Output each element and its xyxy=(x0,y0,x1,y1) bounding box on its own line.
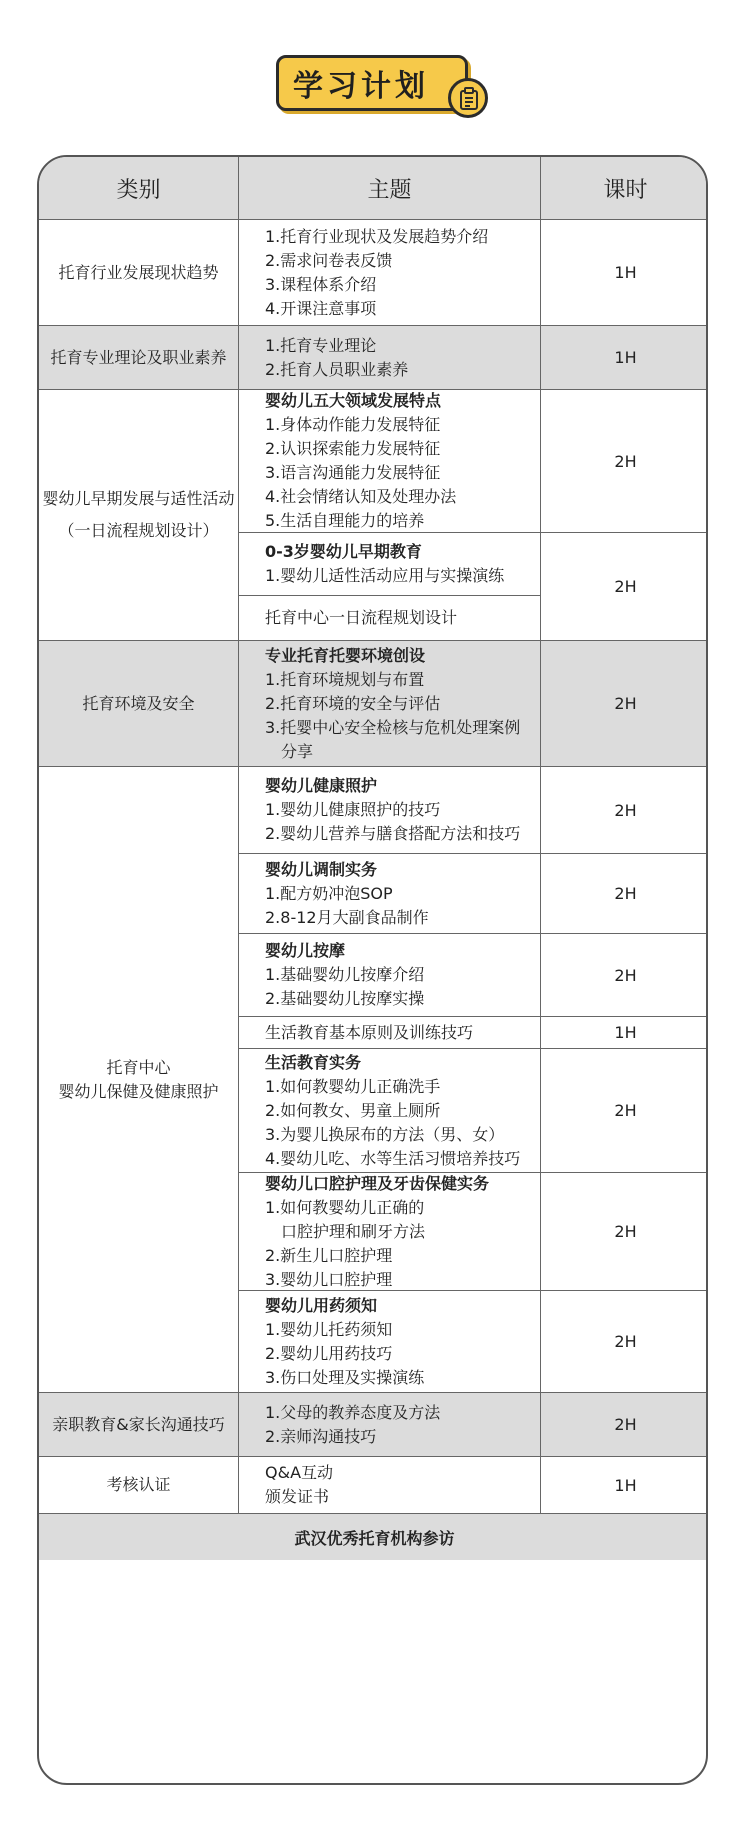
hours-cell: 1H xyxy=(541,1017,708,1049)
topic-line: 1.如何教婴幼儿正确洗手 xyxy=(265,1076,441,1096)
topic-line: 4.开课注意事项 xyxy=(265,298,377,318)
category-text: 托育中心 xyxy=(106,1057,171,1077)
topic-cell xyxy=(239,326,541,390)
topic-line: 口腔护理和刷牙方法 xyxy=(281,1221,426,1241)
category-text: 婴幼儿早期发展与适性活动 xyxy=(42,489,235,508)
topic-line: 1.父母的教养态度及方法 xyxy=(265,1402,441,1422)
topic-line: 2.基础婴幼儿按摩实操 xyxy=(265,989,425,1008)
topic-cell xyxy=(239,1457,541,1514)
topic-line: 托育中心一日流程规划设计 xyxy=(265,608,458,627)
topic-cell xyxy=(239,641,541,767)
topic-line: 2.托育环境的安全与评估 xyxy=(265,693,441,713)
topic-title: 婴幼儿健康照护 xyxy=(265,776,378,795)
row-category xyxy=(39,1457,239,1514)
hours-cell: 2H xyxy=(541,934,708,1017)
hours-cell: 2H xyxy=(541,1173,708,1291)
topic-line: 3.语言沟通能力发展特征 xyxy=(265,463,441,482)
topic-title: 0-3岁婴幼儿早期教育 xyxy=(265,542,422,561)
topic-cell xyxy=(239,1291,541,1393)
topic-line: 2.如何教女、男童上厕所 xyxy=(265,1100,441,1120)
topic-cell xyxy=(239,596,541,641)
hours-cell: 2H xyxy=(541,641,708,767)
row-category xyxy=(39,767,239,1393)
topic-cell xyxy=(239,1393,541,1457)
row-category xyxy=(39,390,239,641)
topic-line: 1.托育专业理论 xyxy=(265,335,377,355)
row-category xyxy=(39,326,239,390)
topic-line: 分享 xyxy=(281,741,314,761)
topic-cell xyxy=(239,220,541,326)
topic-line: Q&A互动 xyxy=(265,1463,334,1482)
header-hours: 课时 xyxy=(541,157,708,220)
schedule-table xyxy=(37,155,708,1785)
hours-cell: 2H xyxy=(541,1393,708,1457)
topic-line: 2.婴幼儿用药技巧 xyxy=(265,1343,393,1363)
topic-title: 婴幼儿按摩 xyxy=(265,941,346,960)
topic-line: 1.婴幼儿适性活动应用与实操演练 xyxy=(265,566,505,585)
topic-line: 1.托育环境规划与布置 xyxy=(265,669,425,689)
category-text: 考核认证 xyxy=(106,1475,171,1494)
topic-cell xyxy=(239,1017,541,1049)
topic-cell xyxy=(239,390,541,533)
topic-line: 1.如何教婴幼儿正确的 xyxy=(265,1197,425,1217)
topic-title: 婴幼儿五大领域发展特点 xyxy=(265,391,442,410)
hours-cell: 2H xyxy=(541,767,708,854)
hours-cell: 1H xyxy=(541,220,708,326)
topic-line: 1.婴幼儿托药须知 xyxy=(265,1319,393,1339)
topic-cell xyxy=(239,533,541,596)
topic-line: 2.8-12月大副食品制作 xyxy=(265,907,429,927)
category-text: 托育行业发展现状趋势 xyxy=(58,262,219,282)
topic-title: 专业托育托婴环境创设 xyxy=(265,645,426,665)
topic-line: 2.托育人员职业素养 xyxy=(265,359,409,379)
topic-line: 1.配方奶冲泡SOP xyxy=(265,883,393,903)
title-badge xyxy=(276,55,468,111)
topic-line: 1.婴幼儿健康照护的技巧 xyxy=(265,800,441,819)
topic-title: 婴幼儿调制实务 xyxy=(265,859,378,879)
topic-line: 2.婴幼儿营养与膳食搭配方法和技巧 xyxy=(265,824,521,843)
topic-line: 颁发证书 xyxy=(265,1487,330,1506)
topic-cell xyxy=(239,854,541,934)
topic-line: 2.认识探索能力发展特征 xyxy=(265,439,441,458)
title-area xyxy=(0,0,750,130)
page-title: 学习计划 xyxy=(293,69,429,104)
topic-line: 2.亲师沟通技巧 xyxy=(265,1426,377,1446)
topic-title: 婴幼儿口腔护理及牙齿保健实务 xyxy=(265,1173,490,1193)
hours-cell: 2H xyxy=(541,1049,708,1173)
topic-line: 3.托婴中心安全检核与危机处理案例 xyxy=(265,717,521,737)
topic-cell xyxy=(239,767,541,854)
category-subtext: 婴幼儿保健及健康照护 xyxy=(58,1081,219,1101)
topic-cell xyxy=(239,934,541,1017)
hours-cell: 1H xyxy=(541,1457,708,1514)
topic-line: 生活教育基本原则及训练技巧 xyxy=(265,1022,474,1042)
topic-line: 4.社会情绪认知及处理办法 xyxy=(265,487,457,506)
topic-line: 1.基础婴幼儿按摩介绍 xyxy=(265,965,425,984)
topic-line: 2.新生儿口腔护理 xyxy=(265,1245,393,1265)
hours-cell: 2H xyxy=(541,533,708,641)
footer-row: 武汉优秀托育机构参访 xyxy=(39,1514,708,1560)
topic-cell xyxy=(239,1173,541,1291)
hours-cell: 2H xyxy=(541,390,708,533)
topic-line: 4.婴幼儿吃、水等生活习惯培养技巧 xyxy=(265,1148,521,1168)
topic-line: 5.生活自理能力的培养 xyxy=(265,511,425,530)
hours-cell: 1H xyxy=(541,326,708,390)
topic-line: 2.需求问卷表反馈 xyxy=(265,250,393,270)
clipboard-icon xyxy=(448,78,488,118)
category-text: 亲职教育&家长沟通技巧 xyxy=(52,1414,225,1434)
topic-line: 1.身体动作能力发展特征 xyxy=(265,415,441,434)
topic-line: 3.伤口处理及实操演练 xyxy=(265,1367,425,1387)
row-category xyxy=(39,220,239,326)
header-topic: 主题 xyxy=(239,157,541,220)
hours-cell: 2H xyxy=(541,1291,708,1393)
row-category xyxy=(39,1393,239,1457)
row-category xyxy=(39,641,239,767)
topic-cell xyxy=(239,1049,541,1173)
topic-title: 婴幼儿用药须知 xyxy=(265,1295,378,1315)
header-category: 类别 xyxy=(39,157,239,220)
topic-line: 3.为婴儿换尿布的方法（男、女） xyxy=(265,1124,505,1144)
topic-line: 3.婴幼儿口腔护理 xyxy=(265,1269,393,1289)
category-text: 托育专业理论及职业素养 xyxy=(50,347,227,367)
category-subtext: （一日流程规划设计） xyxy=(58,521,219,540)
topic-line: 1.托育行业现状及发展趋势介绍 xyxy=(265,226,489,246)
topic-title: 生活教育实务 xyxy=(265,1052,362,1072)
category-text: 托育环境及安全 xyxy=(82,693,195,713)
hours-cell: 2H xyxy=(541,854,708,934)
topic-line: 3.课程体系介绍 xyxy=(265,274,377,294)
